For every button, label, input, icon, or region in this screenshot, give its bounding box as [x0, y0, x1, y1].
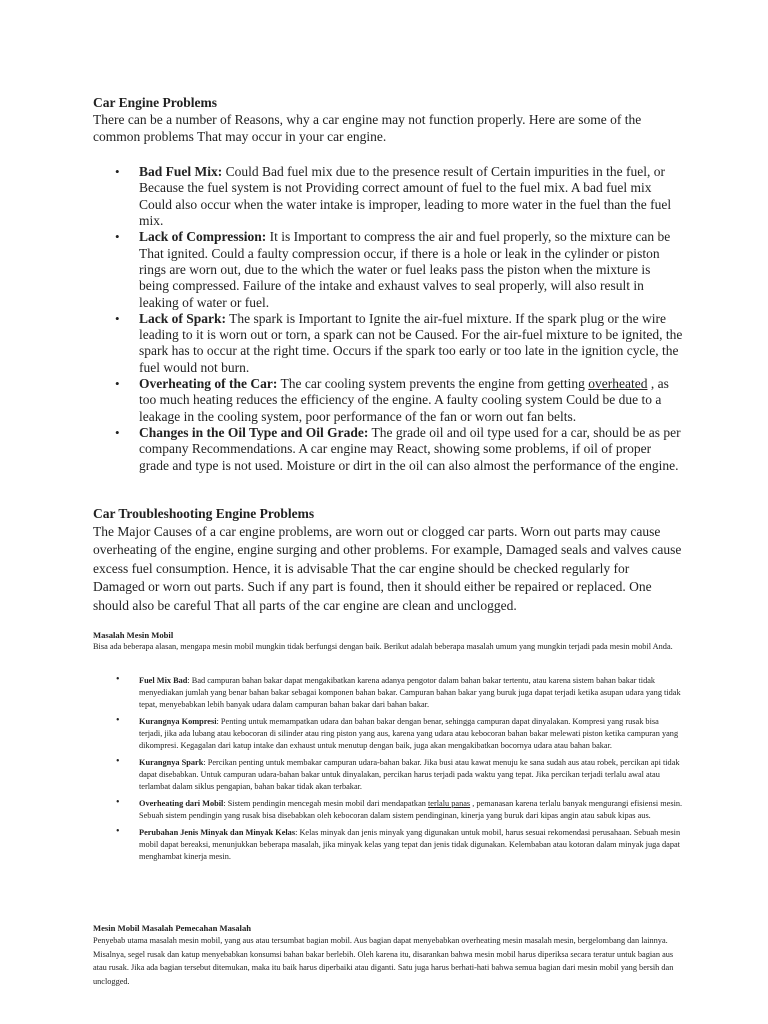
id-troubleshooting-paragraph: Penyebab utama masalah mesin mobil, yang aus atau tersumbat bagian mobil. Aus bagian dapat menyebabkan overheating mesin masalah mesin, bergelombang dan lainnya. Misalnya, segel rusak dan katup menyebabkan konsumsi bahan bakar berlebih. Oleh karena itu, disarankan bahwa mesin mobil harus diperiksa secara teratur untuk bagian aus atau rusak. Jika ada bagian tersebut ditemukan, maka itu baik harus diperbaiki atau diganti. Satu juga harus berhati-hati bahwa semua bagian dari mesin mobil yang bersih dan unclogged.: [93, 936, 674, 986]
en-list-item-overheating: [93, 376, 683, 425]
id-term: Kurangnya Kompresi: [139, 716, 217, 726]
en-overheated-link[interactable]: overheated: [588, 376, 648, 392]
en-item-text: It is Important to compress the air and fuel properly, so the mixture can be That ignited. Could a faulty compression occur, if there is a hole or leak in the cylinder or piston rings are worn out, due to the which the water or fuel leaks pass the piston when the mixture is being compressed. Failure of the intake and exhaust valves to seal properly, will also result in leaking of water or fuel.: [139, 229, 671, 310]
en-list-item-bad-fuel-mix: [93, 164, 683, 229]
id-term: Overheating dari Mobil: [139, 798, 224, 808]
en-heading-troubleshooting: Car Troubleshooting Engine Problems: [93, 506, 315, 521]
en-term: Overheating of the Car:: [139, 376, 278, 392]
id-term: Fuel Mix Bad: [139, 675, 188, 685]
en-item-text: The car cooling system prevents the engine from getting: [277, 376, 589, 392]
en-item-text: The grade oil and oil type used for a car, should be as per company Recommendations. A car engine may React, showing some problems, if oil of proper grade and type is not used. Moisture or dirt in the oil can also almost the performance of the engine.: [139, 424, 681, 473]
en-term: Changes in the Oil Type and Oil Grade:: [139, 424, 369, 440]
en-list-item-lack-of-spark: [93, 311, 683, 376]
en-item-text: , as too much heating reduces the efficiency of the engine. A faulty cooling system Could be due to a leakage in the cooling system, poor performance of the fan or worn out fan belts.: [139, 376, 669, 424]
id-item-text: : Penting untuk memampatkan udara dan bahan bakar dengan benar, sehingga campuran dapat dinyalakan. Kompresi yang rusak bisa terjadi, jika ada lubang atau kebocoran di silinder atau ring piston yang aus, karena yang udara atau kebocoran bahan bakar melewati piston ketika campuran yang dikompresi. Kegagalan dari katup intake dan exhaust untuk menutup dengan baik, juga akan mengakibatkan bocornya udara atau bahan bakar.: [139, 716, 679, 750]
en-heading-engine-problems: Car Engine Problems: [93, 95, 218, 110]
id-problem-list: [93, 675, 683, 863]
id-term: Perubahan Jenis Minyak dan Minyak Kelas: [139, 827, 296, 837]
id-item-text: : Kelas minyak dan jenis minyak yang digunakan untuk mobil, harus sesuai rekomendasi perusahaan. Sebuah mesin mobil dapat bereaksi, menunjukkan beberapa masalah, jika minyak kelas yang tepat dan jenis tidak digunakan. Kelembaban atau kotoran dalam minyak juga dapat menghambat kinerja mesin.: [139, 827, 681, 861]
en-term: Lack of Compression:: [139, 229, 267, 245]
en-section-engine-problems: [93, 94, 683, 474]
en-list-item-oil-type-grade: [93, 425, 683, 474]
en-term: Lack of Spark:: [139, 310, 227, 326]
en-list-item-lack-of-compression: [93, 229, 683, 310]
en-item-text: The spark is Important to Ignite the air-fuel mixture. If the spark plug or the wire leading to it is worn out or torn, a spark can not be Caused. For the air-fuel mixture to be ignited, the spark has to occur at the right time. Occurs if the spark too early or too late in the ignition cycle, the fuel would not burn.: [139, 310, 683, 375]
en-section-troubleshooting: [93, 505, 683, 615]
id-list-item-spark: [93, 757, 683, 793]
id-item-text: : Sistem pendingin mencegah mesin mobil dari mendapatkan: [223, 798, 428, 808]
id-item-text: : Bad campuran bahan bakar dapat mengakibatkan karena adanya pengotor dalam bahan bakar tertentu, atau karena sistem bahan bakar tidak menyediakan jumlah yang benar bahan bakar sebagai komponen bahan bakar. Campuran bahan bakar yang buruk juga dapat terjadi ketika asupan udara yang tidak tepat, menyebabkan lebih banyak udara dalam campuran bahan bakar dari bahan bakar.: [139, 675, 681, 709]
id-list-item-minyak: [93, 827, 683, 863]
id-term: Kurangnya Spark: [139, 757, 204, 767]
id-heading-engine-problems: Masalah Mesin Mobil: [93, 630, 174, 640]
id-heading-troubleshooting: Mesin Mobil Masalah Pemecahan Masalah: [93, 923, 252, 933]
id-item-text: : Percikan penting untuk membakar campuran udara-bahan bakar. Jika busi atau kawat menuju ke sana sudah aus atau robek, percikan api tidak dapat disebabkan. Untuk campuran udara-bahan bakar untuk dinyalakan, percikan harus terjadi pada waktu yang tepat. Jika percikan terjadi terlalu awal atau terlambat dalam siklus pengapian, bahan bakar tidak akan terbakar.: [139, 757, 680, 791]
id-item-text: , pemanasan karena terlalu banyak mengurangi efisiensi mesin. Sebuah sistem pendingin yang rusak bisa disebabkan oleh kebocoran dalam sistem pendinginan, kinerja yang buruk dari kipas angin atau sabuk kipas aus.: [139, 798, 683, 820]
en-intro-paragraph: There can be a number of Reasons, why a car engine may not function properly. Here are some of the common problems That may occur in your car engine.: [93, 112, 642, 144]
id-intro-paragraph: Bisa ada beberapa alasan, mengapa mesin mobil mungkin tidak berfungsi dengan baik. Berikut adalah beberapa masalah umum yang mungkin terjadi pada mesin mobil Anda.: [93, 642, 673, 651]
en-troubleshooting-paragraph: The Major Causes of a car engine problems, are worn out or clogged car parts. Worn out parts may cause overheating of the engine, engine surging and other problems. For example, Damaged seals and valves cause excess fuel consumption. Hence, it is advisable That the car engine should be checked regularly for Damaged or worn out parts. Such if any part is found, then it should either be repaired or replaced. One should also be careful That all parts of the car engine are clean and unclogged.: [93, 524, 682, 613]
en-problem-list: [93, 164, 683, 474]
en-item-text: Could Bad fuel mix due to the presence result of Certain impurities in the fuel, or Because the fuel system is not Providing correct amount of fuel to the fuel mix. A bad fuel mix Could also occur when the water intake is improper, leading to more water in the fuel than the fuel mix.: [139, 164, 672, 229]
id-list-item-fuel-mix: [93, 675, 683, 711]
id-list-item-kompresi: [93, 716, 683, 752]
id-section-troubleshooting: [93, 923, 683, 988]
en-term: Bad Fuel Mix:: [139, 164, 223, 180]
id-list-item-overheating: [93, 798, 683, 822]
id-terlalu-panas-link[interactable]: terlalu panas: [427, 798, 471, 808]
id-section-engine-problems: [93, 630, 683, 868]
